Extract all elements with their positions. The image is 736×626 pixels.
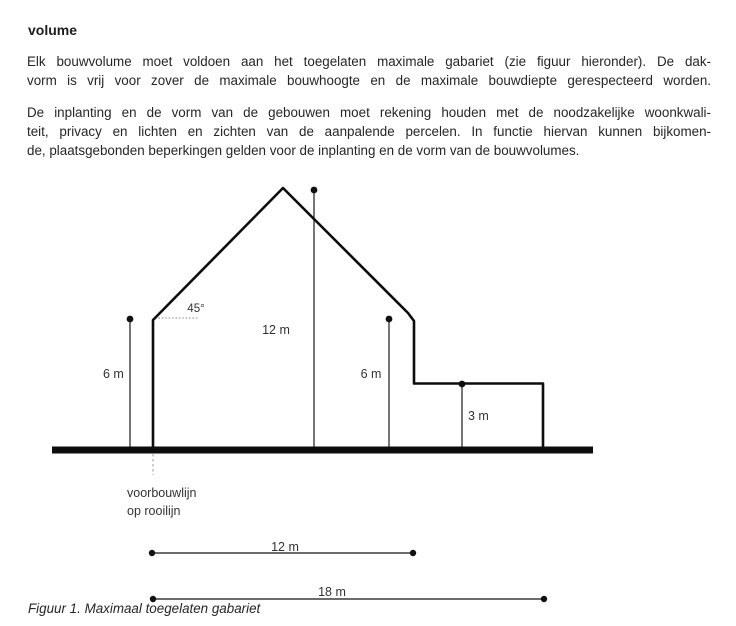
ridge-height-measure [262, 187, 317, 447]
paragraph-2-line-1: De inplanting en de vorm van de gebouwen moet rekening houden met de noodzakelijke woonkwali- [27, 105, 711, 120]
paragraph-1-line-1: Elk bouwvolume moet voldoen aan het toegelaten maximale gabariet (zie figuur hieronder). De dak- [27, 54, 711, 69]
roof-angle-label: 45° [187, 303, 205, 315]
total-depth-dimension [150, 585, 547, 602]
total-depth-label: 18 m [318, 585, 346, 599]
figure-caption: Figuur 1. Maximaal toegelaten gabariet [28, 601, 261, 616]
main-depth-label: 12 m [271, 540, 299, 554]
section-heading: volume [28, 22, 78, 38]
ridge-height-label: 12 m [262, 323, 290, 337]
dimension-dot [149, 550, 155, 556]
paragraph-1-line-2: vorm is vrij voor zover de maximale bouwhoogte en de maximale bouwdiepte gerespecteerd worden. [27, 73, 711, 88]
building-line-label-line1: voorbouwlijn [127, 486, 197, 500]
paragraph-2-line-2: teit, privacy en lichten en zichten van de aanpalende percelen. In functie hiervan kunnen bijkomen- [27, 124, 711, 139]
building-line-annotation [127, 454, 197, 518]
dimension-dot [410, 550, 416, 556]
annex-height-label: 3 m [468, 409, 489, 423]
front-height-measure [103, 316, 133, 447]
dimension-dot [541, 596, 547, 602]
annex-height-measure [459, 381, 489, 447]
building-line-label-line2: op rooilijn [127, 504, 181, 518]
front-height-label: 6 m [103, 367, 124, 381]
measure-dot [311, 187, 318, 194]
measure-dot [127, 316, 134, 323]
rear-height-label: 6 m [360, 367, 382, 381]
main-depth-dimension [149, 540, 416, 556]
rear-height-measure [361, 316, 393, 447]
paragraph-2-line-3: de, plaatsgebonden beperkingen gelden voor de inplanting en de vorm van de bouwvolumes. [27, 143, 580, 158]
measure-dot [386, 316, 393, 323]
